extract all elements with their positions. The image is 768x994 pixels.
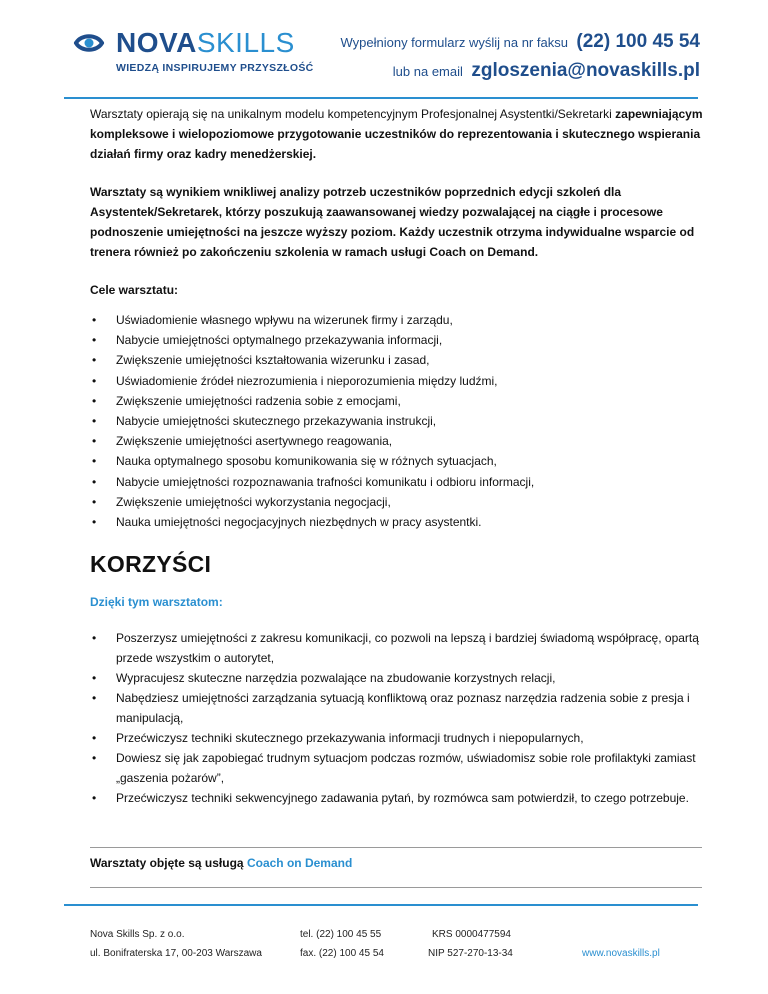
coach-divider-top bbox=[90, 847, 702, 848]
footer-divider bbox=[64, 904, 698, 906]
fax-label: Wypełniony formularz wyślij na nr faksu bbox=[340, 35, 568, 50]
footer-phone-col bbox=[300, 925, 384, 963]
email-line bbox=[340, 57, 700, 86]
email-link[interactable]: zgloszenia@novaskills.pl bbox=[471, 60, 700, 81]
intro-paragraph-1 bbox=[90, 104, 710, 164]
benefits-list bbox=[90, 628, 710, 808]
fax-line bbox=[340, 28, 700, 57]
list-item: • Wypracujesz skuteczne narzędzia pozwalające na zbudowanie korzystnych relacji, bbox=[116, 668, 710, 688]
list-item: • Nabycie umiejętności rozpoznawania trafności komunikatu i odbioru informacji, bbox=[116, 472, 710, 492]
footer-tel: tel. (22) 100 45 55 bbox=[300, 929, 382, 940]
list-item: • Nabycie umiejętności optymalnego przekazywania informacji, bbox=[116, 330, 710, 350]
novaskills-logo[interactable] bbox=[72, 26, 312, 82]
footer-krs: KRS 0000477594 bbox=[432, 929, 511, 940]
list-item: • Zwiększenie umiejętności kształtowania wizerunku i zasad, bbox=[116, 350, 710, 370]
intro-p1-bold: zapewniającym kompleksowe i wielopoziomowe przygotowanie uczestników do reprezentowania i skutecznego wspierania działań firmy oraz kadry menedżerskiej. bbox=[90, 107, 703, 161]
goals-title: Cele warsztatu: bbox=[90, 283, 179, 297]
intro-paragraph-2: Warsztaty są wynikiem wnikliwej analizy potrzeb uczestników poprzednich edycji szkoleń dla Asystentek/Sekretarek, którzy poszukują zaawansowanej wiedzy pozwalającej na ciągłe i procesowe podnoszenie umiejętności na jeszcze wyższy poziom. Każdy uczestnik otrzyma indywidualne wsparcie od trenera również po zakończeniu szkolenia w ramach usługi Coach on Demand. bbox=[90, 185, 695, 259]
logo-tagline: WIEDZĄ INSPIRUJEMY PRZYSZŁOŚĆ bbox=[116, 62, 314, 74]
list-item: • Przećwiczysz techniki skutecznego przekazywania informacji trudnych i niepopularnych, bbox=[116, 728, 710, 748]
coach-notice bbox=[90, 856, 352, 870]
email-label: lub na email bbox=[392, 64, 463, 79]
logo-eye-icon bbox=[72, 28, 106, 58]
footer-fax: fax. (22) 100 45 54 bbox=[300, 948, 384, 959]
list-item: • Przećwiczysz techniki sekwencyjnego zadawania pytań, by rozmówca sam potwierdził, to czego potrzebuje. bbox=[116, 788, 710, 808]
contact-info bbox=[340, 28, 700, 86]
page-header bbox=[0, 0, 768, 100]
list-item: • Zwiększenie umiejętności wykorzystania negocjacji, bbox=[116, 492, 710, 512]
list-item: • Nabędziesz umiejętności zarządzania sytuacją konfliktową oraz poznasz narzędzia radzenia sobie z presja i manipulacją, bbox=[116, 688, 710, 728]
footer-company-col bbox=[90, 925, 262, 963]
list-item: • Nabycie umiejętności skutecznego przekazywania instrukcji, bbox=[116, 411, 710, 431]
list-item: • Poszerzysz umiejętności z zakresu komunikacji, co pozwoli na lepszą i bardziej świadomą współpracę, opartą przede wszystkim o autorytet, bbox=[116, 628, 710, 668]
list-item: • Nauka umiejętności negocjacyjnych niezbędnych w pracy asystentki. bbox=[116, 512, 710, 532]
list-item: • Uświadomienie własnego wpływu na wizerunek firmy i zarządu, bbox=[116, 310, 710, 330]
fax-number[interactable]: (22) 100 45 54 bbox=[576, 31, 700, 52]
list-item: • Zwiększenie umiejętności radzenia sobie z emocjami, bbox=[116, 391, 710, 411]
footer-nip: NIP 527-270-13-34 bbox=[428, 948, 513, 959]
footer-registry-col bbox=[428, 925, 513, 963]
footer-company: Nova Skills Sp. z o.o. bbox=[90, 929, 185, 940]
coach-on-demand-link[interactable]: Coach on Demand bbox=[246, 856, 353, 870]
main-content bbox=[90, 104, 710, 808]
list-item: • Dowiesz się jak zapobiegać trudnym sytuacjom podczas rozmów, uświadomisz sobie role profilaktyki zamiast „gaszenia pożarów”, bbox=[116, 748, 710, 788]
intro-p1-normal: Warsztaty opierają się na unikalnym modelu kompetencyjnym Profesjonalnej Asystentki/Sekretarki bbox=[90, 107, 612, 121]
coach-label: Warsztaty objęte są usługą bbox=[90, 856, 244, 870]
list-item: • Uświadomienie źródeł niezrozumienia i nieporozumienia między ludźmi, bbox=[116, 371, 710, 391]
footer-website-link[interactable]: www.novaskills.pl bbox=[582, 948, 660, 959]
benefits-subtitle: Dzięki tym warsztatom: bbox=[90, 595, 223, 610]
footer-address: ul. Bonifraterska 17, 00-203 Warszawa bbox=[90, 948, 262, 959]
logo-wordmark: NOVASKILLS bbox=[116, 27, 295, 58]
goals-list bbox=[90, 310, 710, 532]
header-divider bbox=[64, 97, 698, 99]
coach-divider-bottom bbox=[90, 887, 702, 888]
section-title-benefits: KORZYŚCI bbox=[90, 551, 212, 578]
list-item: • Zwiększenie umiejętności asertywnego reagowania, bbox=[116, 431, 710, 451]
list-item: • Nauka optymalnego sposobu komunikowania się w różnych sytuacjach, bbox=[116, 451, 710, 471]
